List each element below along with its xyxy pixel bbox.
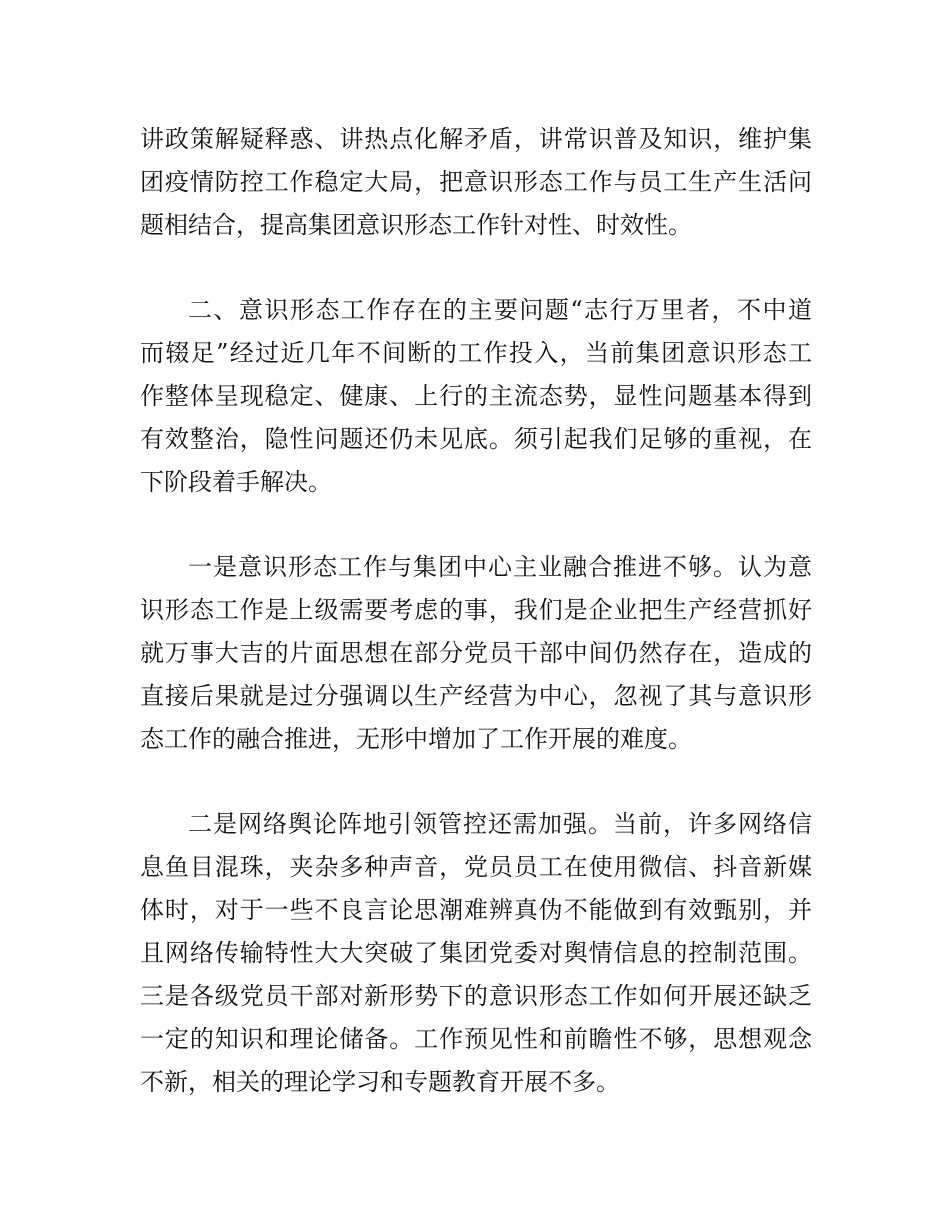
paragraph-4-line-3: 体时，对于一些不良言论思潮难辨真伪不能做到有效甄别，并	[140, 896, 812, 924]
paragraph-4-line-4: 且网络传输特性大大突破了集团党委对舆情信息的控制范围。	[140, 939, 812, 967]
paragraph-4-line-5: 三是各级党员干部对新形势下的意识形态工作如何开展还缺乏	[140, 982, 812, 1010]
paragraph-1-line-1: 讲政策解疑释惑、讲热点化解矛盾，讲常识普及知识，维护集	[140, 125, 812, 153]
paragraph-1-line-3: 题相结合，提高集团意识形态工作针对性、时效性。	[140, 211, 692, 239]
paragraph-4-line-2: 息鱼目混珠，夹杂多种声音，党员员工在使用微信、抖音新媒	[140, 853, 812, 881]
paragraph-3-line-1: 一是意识形态工作与集团中心主业融合推进不够。认为意	[188, 553, 812, 581]
paragraph-3-line-2: 识形态工作是上级需要考虑的事，我们是企业把生产经营抓好	[140, 596, 812, 624]
paragraph-2-line-4: 有效整治，隐性问题还仍未见底。须引起我们足够的重视，在	[140, 425, 812, 453]
paragraph-2-line-5: 下阶段着手解决。	[140, 468, 332, 496]
paragraph-4-line-1: 二是网络舆论阵地引领管控还需加强。当前，许多网络信	[188, 810, 812, 838]
paragraph-2-line-1: 二、意识形态工作存在的主要问题“志行万里者，不中道	[188, 296, 812, 324]
paragraph-4-line-6: 一定的知识和理论储备。工作预见性和前瞻性不够，思想观念	[140, 1025, 812, 1053]
paragraph-1-line-2: 团疫情防控工作稳定大局，把意识形态工作与员工生产生活问	[140, 168, 812, 196]
paragraph-4-line-7: 不新，相关的理论学习和专题教育开展不多。	[140, 1068, 620, 1096]
paragraph-2-line-2: 而辍足”经过近几年不间断的工作投入，当前集团意识形态工	[140, 339, 812, 367]
paragraph-3-line-3: 就万事大吉的片面思想在部分党员干部中间仍然存在，造成的	[140, 639, 812, 667]
paragraph-2-line-3: 作整体呈现稳定、健康、上行的主流态势，显性问题基本得到	[140, 382, 812, 410]
paragraph-3-line-5: 态工作的融合推进，无形中增加了工作开展的难度。	[140, 725, 692, 753]
paragraph-3-line-4: 直接后果就是过分强调以生产经营为中心，忽视了其与意识形	[140, 682, 812, 710]
